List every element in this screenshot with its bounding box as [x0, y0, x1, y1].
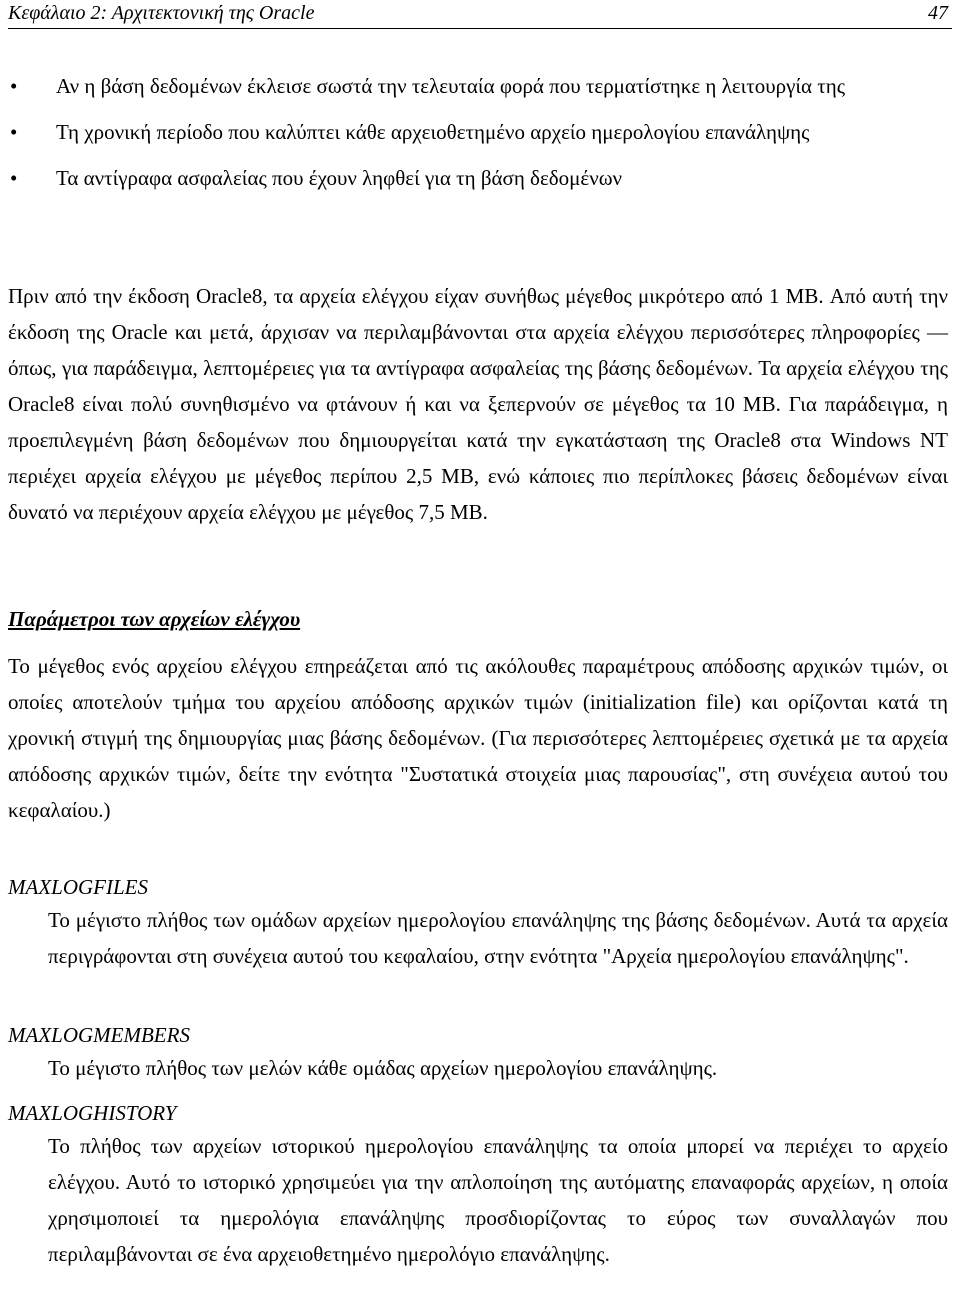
bullet-icon: •: [10, 166, 18, 190]
bullet-text: Αν η βάση δεδομένων έκλεισε σωστά την τελευταία φορά που τερματίστηκε η λειτουργία της: [56, 74, 846, 98]
bullet-text: Τη χρονική περίοδο που καλύπτει κάθε αρχειοθετημένο αρχείο ημερολογίου επανάληψης: [56, 120, 810, 144]
list-item: [8, 160, 948, 196]
chapter-title: Κεφάλαιο 2: Αρχιτεκτονική της Oracle: [8, 2, 315, 24]
paragraph-parameters-intro: Το μέγεθος ενός αρχείου ελέγχου επηρεάζεται από τις ακόλουθες παραμέτρους απόδοσης αρχικών τιμών, οι οποίες αποτελούν τμήμα του αρχείου απόδοσης αρχικών τιμών (initialization file) και ορίζονται κατά τη χρονική στιγμή της δημιουργίας μιας βάσης δεδομένων. (Για περισσότερες λεπτομέρειες σχετικά με τα αρχεία απόδοσης αρχικών τιμών, δείτε την ενότητα "Συστατικά στοιχεία μιας παρουσίας", στη συνέχεια αυτού του κεφαλαίου.): [8, 654, 948, 822]
parameter-name: MAXLOGMEMBERS: [8, 1023, 190, 1047]
list-item: [8, 68, 948, 104]
bullet-text: Τα αντίγραφα ασφαλείας που έχουν ληφθεί για τη βάση δεδομένων: [56, 166, 623, 190]
list-item: [8, 114, 948, 150]
parameter-name: MAXLOGFILES: [8, 875, 148, 899]
bullet-icon: •: [10, 74, 18, 98]
paragraph-control-file-size: Πριν από την έκδοση Oracle8, τα αρχεία ελέγχου είχαν συνήθως μέγεθος μικρότερο από 1 MB. Από αυτή την έκδοση της Oracle και μετά, άρχισαν να περιλαμβάνονται στα αρχεία ελέγχου περισσότερες πληροφορίες — όπως, για παράδειγμα, λεπτομέρειες για τα αντίγραφα ασφαλείας της βάσης δεδομένων. Τα αρχεία ελέγχου της Oracle8 είναι πολύ συνηθισμένο να φτάνουν ή και να ξεπερνούν σε μέγεθος τα 10 MB. Για παράδειγμα, η προεπιλεγμένη βάση δεδομένων που δημιουργείται κατά την εγκατάσταση της Oracle8 στα Windows NT περιέχει αρχεία ελέγχου με μέγεθος περίπου 2,5 MB, ενώ κάποιες πιο περίπλοκες βάσεις δεδομένων είναι δυνατό να περιέχουν αρχεία ελέγχου με μέγεθος 7,5 MB.: [8, 284, 948, 524]
parameter-description: Το πλήθος των αρχείων ιστορικού ημερολογίου επανάληψης τα οποία μπορεί να περιέχει το αρχείο ελέγχου. Αυτό το ιστορικό χρησιμεύει για την απλοποίηση της αυτόματης επαναφοράς αρχείων, η οποία χρησιμοποιεί τα ημερολόγια επανάληψης προσδιορίζοντας το εύρος των συναλλαγών που περιλαμβάνονται σε ένα αρχειοθετημένο ημερολόγιο επανάληψης.: [48, 1134, 948, 1266]
bullet-icon: •: [10, 120, 18, 144]
parameter-description: Το μέγιστο πλήθος των ομάδων αρχείων ημερολογίου επανάληψης της βάσης δεδομένων. Αυτά τα αρχεία περιγράφονται στη συνέχεια αυτού του κεφαλαίου, στην ενότητα "Αρχεία ημερολογίου επανάληψης".: [48, 908, 948, 968]
section-heading: Παράμετροι των αρχείων ελέγχου: [8, 607, 301, 631]
parameter-description: Το μέγιστο πλήθος των μελών κάθε ομάδας αρχείων ημερολογίου επανάληψης.: [48, 1056, 718, 1080]
page-number: 47: [928, 2, 948, 24]
parameter-name: MAXLOGHISTORY: [8, 1101, 177, 1125]
bullet-list: [8, 68, 948, 206]
page-header: [8, 0, 952, 29]
